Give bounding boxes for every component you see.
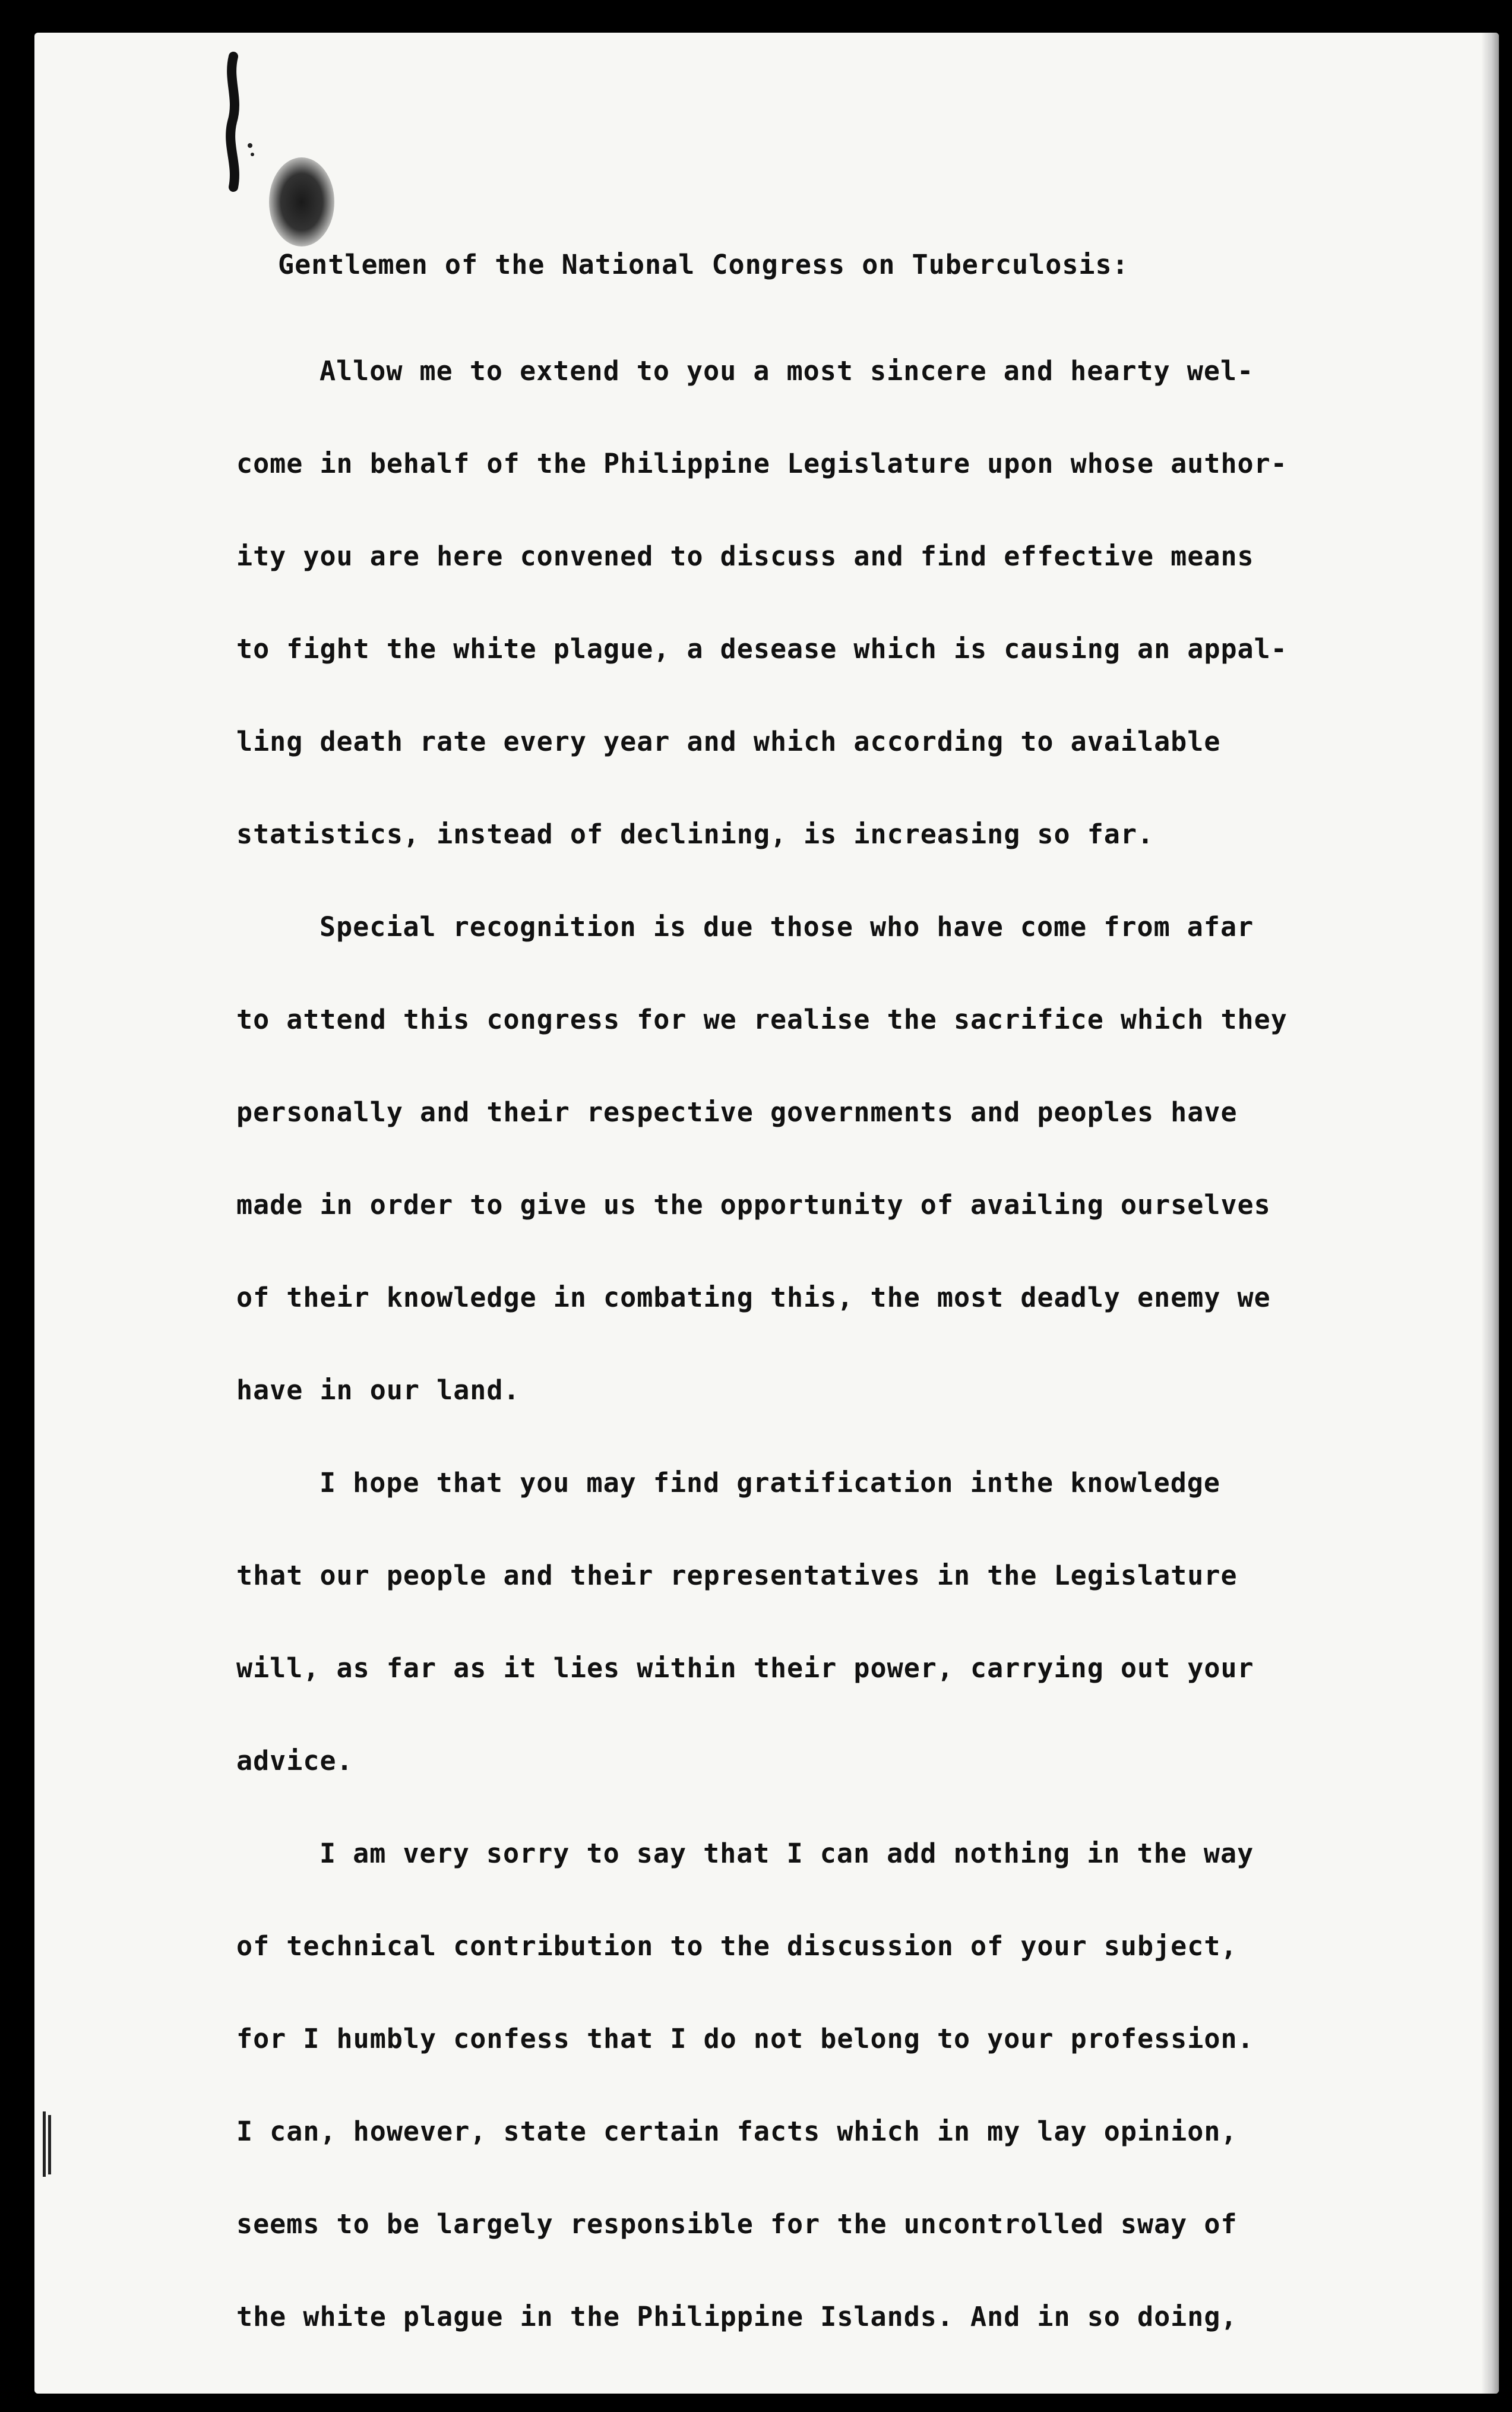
text-line: Special recognition is due those who have come from afar <box>320 911 1254 943</box>
ink-blot <box>269 157 334 246</box>
text-line: advice. <box>236 1745 353 1776</box>
text-line: of technical contribution to the discussion of your subject, <box>236 1930 1238 1962</box>
paragraph-2 <box>236 881 1418 1437</box>
text-line: Allow me to extend to you a most sincere and hearty wel- <box>320 355 1254 387</box>
typewritten-page <box>34 33 1499 2394</box>
text-line: I hope that you may find gratification inthe knowledge <box>320 1467 1220 1499</box>
paragraph-1 <box>236 325 1418 881</box>
text-line: the white plague in the Philippine Islands. And in so doing, <box>236 2301 1238 2332</box>
text-line: ity you are here convened to discuss and find effective means <box>236 540 1254 572</box>
text-line: of their knowledge in combating this, the most deadly enemy we <box>236 1282 1271 1313</box>
text-line: to fight the white plague, a desease which is causing an appal- <box>236 633 1288 665</box>
text-line: have in our land. <box>236 1374 520 1406</box>
letter-body <box>236 246 1418 2363</box>
text-line: come in behalf of the Philippine Legislature upon whose author- <box>236 448 1288 479</box>
text-line: to attend this congress for we realise the sacrifice which they <box>236 1004 1288 1035</box>
text-line: ling death rate every year and which according to available <box>236 726 1221 757</box>
page-edge-shadow <box>1481 33 1499 2394</box>
text-line: statistics, instead of declining, is increasing so far. <box>236 818 1154 850</box>
paragraph-4 <box>236 1807 1418 2363</box>
text-line: personally and their respective governments and peoples have <box>236 1096 1238 1128</box>
text-line: for I humbly confess that I do not belong to your profession. <box>236 2023 1254 2054</box>
binding-mark <box>222 33 263 211</box>
salutation: Gentlemen of the National Congress on Tuberculosis: <box>278 249 1129 280</box>
text-line: will, as far as it lies within their power, carrying out your <box>236 1652 1254 1684</box>
paragraph-3 <box>236 1437 1418 1807</box>
text-line: I can, however, state certain facts which in my lay opinion, <box>236 2116 1238 2147</box>
text-line: made in order to give us the opportunity of availing ourselves <box>236 1189 1271 1221</box>
text-line: seems to be largely responsible for the uncontrolled sway of <box>236 2208 1238 2240</box>
text-line: that our people and their representatives in the Legislature <box>236 1560 1238 1591</box>
margin-tick-mark <box>42 2111 52 2177</box>
text-line: I am very sorry to say that I can add nothing in the way <box>320 1838 1254 1869</box>
